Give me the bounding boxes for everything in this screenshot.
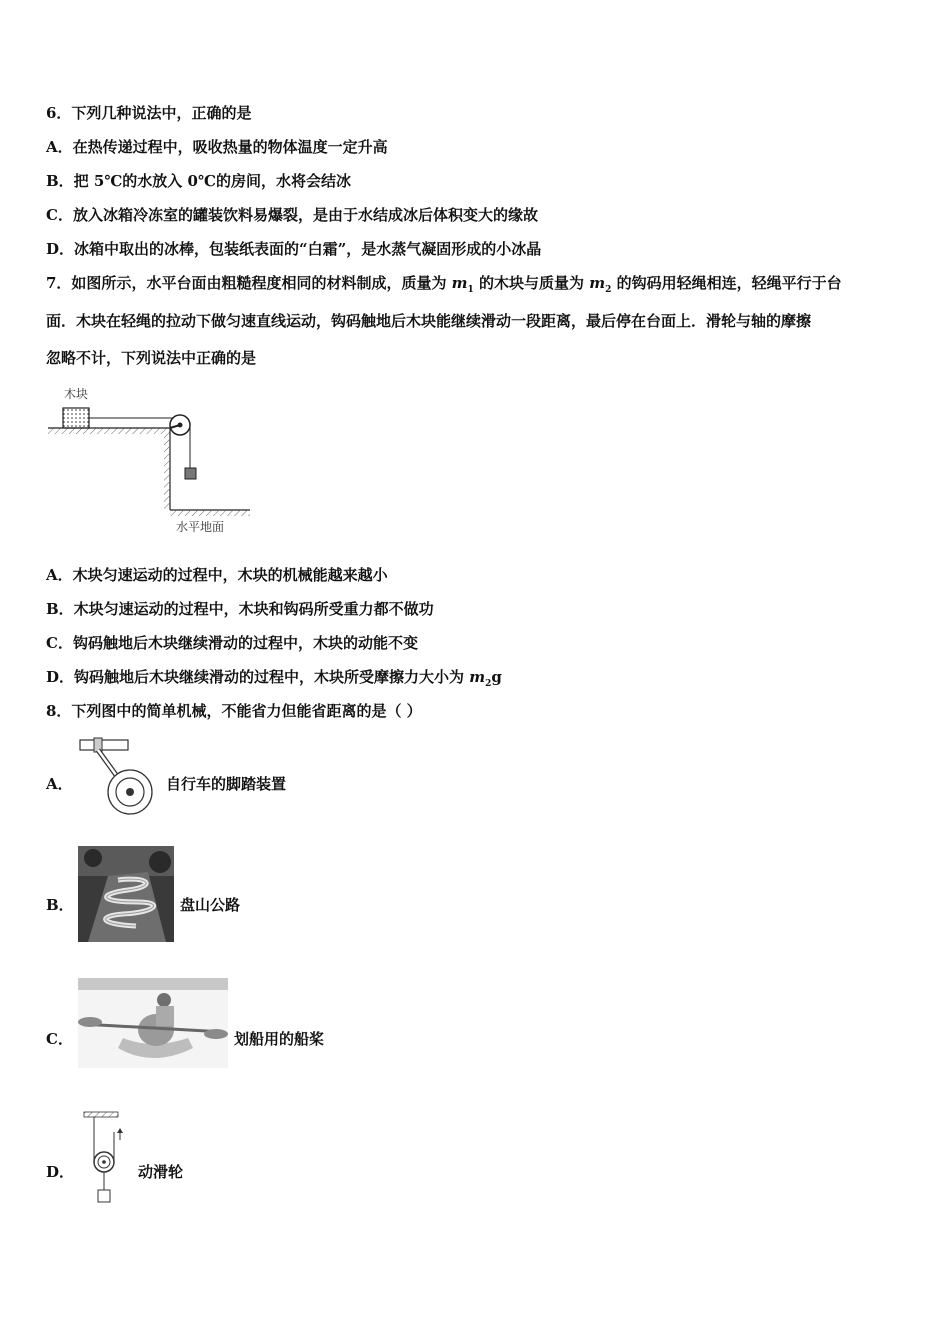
ground-label: 水平地面 [176, 520, 225, 534]
q7-option-b: B．木块匀速运动的过程中，木块和钩码所受重力都不做功 [46, 600, 434, 618]
q8-option-c-caption: 划船用的船桨 [234, 1030, 325, 1048]
q8-option-d-caption: 动滑轮 [138, 1163, 184, 1181]
q7-stem-line1: 7．如图所示，水平台面由粗糙程度相同的材料制成，质量为 $m_1$ 的木块与质量为 $m_2$ 的钩码用轻绳相连，轻绳平行于台 [46, 274, 842, 295]
q8-option-b-caption: 盘山公路 [180, 896, 241, 914]
q8-stem: 8．下列图中的简单机械，不能省力但能省距离的是（ ） [46, 702, 422, 720]
q6-option-a: A．在热传递过程中，吸收热量的物体温度一定升高 [46, 138, 388, 156]
q7-stem-line2: 面．木块在轻绳的拉动下做匀速直线运动，钩码触地后木块能继续滑动一段距离，最后停在台面上．滑轮与轴的摩擦 [46, 312, 812, 330]
q7-option-d: D．钩码触地后木块继续滑动的过程中，木块所受摩擦力大小为 $m_2g$ [46, 668, 502, 689]
hook-weight [185, 468, 196, 479]
q8-option-c-label: C． [46, 1030, 73, 1048]
q6-option-c: C．放入冰箱冷冻室的罐装饮料易爆裂，是由于水结成冰后体积变大的缘故 [46, 206, 538, 224]
table-pulley-diagram [46, 400, 266, 530]
wood-block [63, 408, 89, 428]
q6-stem: 6．下列几种说法中，正确的是 [46, 104, 252, 122]
q8-option-a-label: A． [46, 775, 73, 793]
q8-option-b-label: B． [46, 896, 74, 914]
q7-stem-line3: 忽略不计，下列说法中正确的是 [46, 349, 257, 367]
q8-option-a-caption: 自行车的脚踏装置 [166, 775, 287, 793]
mountain-road-photo [78, 846, 174, 942]
q8-option-d-label: D． [46, 1163, 75, 1181]
q6-option-b: B．把 5℃的水放入 0℃的房间，水将会结冰 [46, 172, 351, 190]
q7-option-a: A．木块匀速运动的过程中，木块的机械能越来越小 [46, 566, 388, 584]
rowing-paddle-photo [78, 978, 228, 1068]
bicycle-pedal-icon [76, 736, 166, 816]
block-label: 木块 [64, 387, 89, 401]
q7-option-c: C．钩码触地后木块继续滑动的过程中，木块的动能不变 [46, 634, 418, 652]
q6-option-d: D．冰箱中取出的冰棒，包装纸表面的“白霜”，是水蒸气凝固形成的小冰晶 [46, 240, 542, 258]
movable-pulley-icon [80, 1110, 140, 1210]
